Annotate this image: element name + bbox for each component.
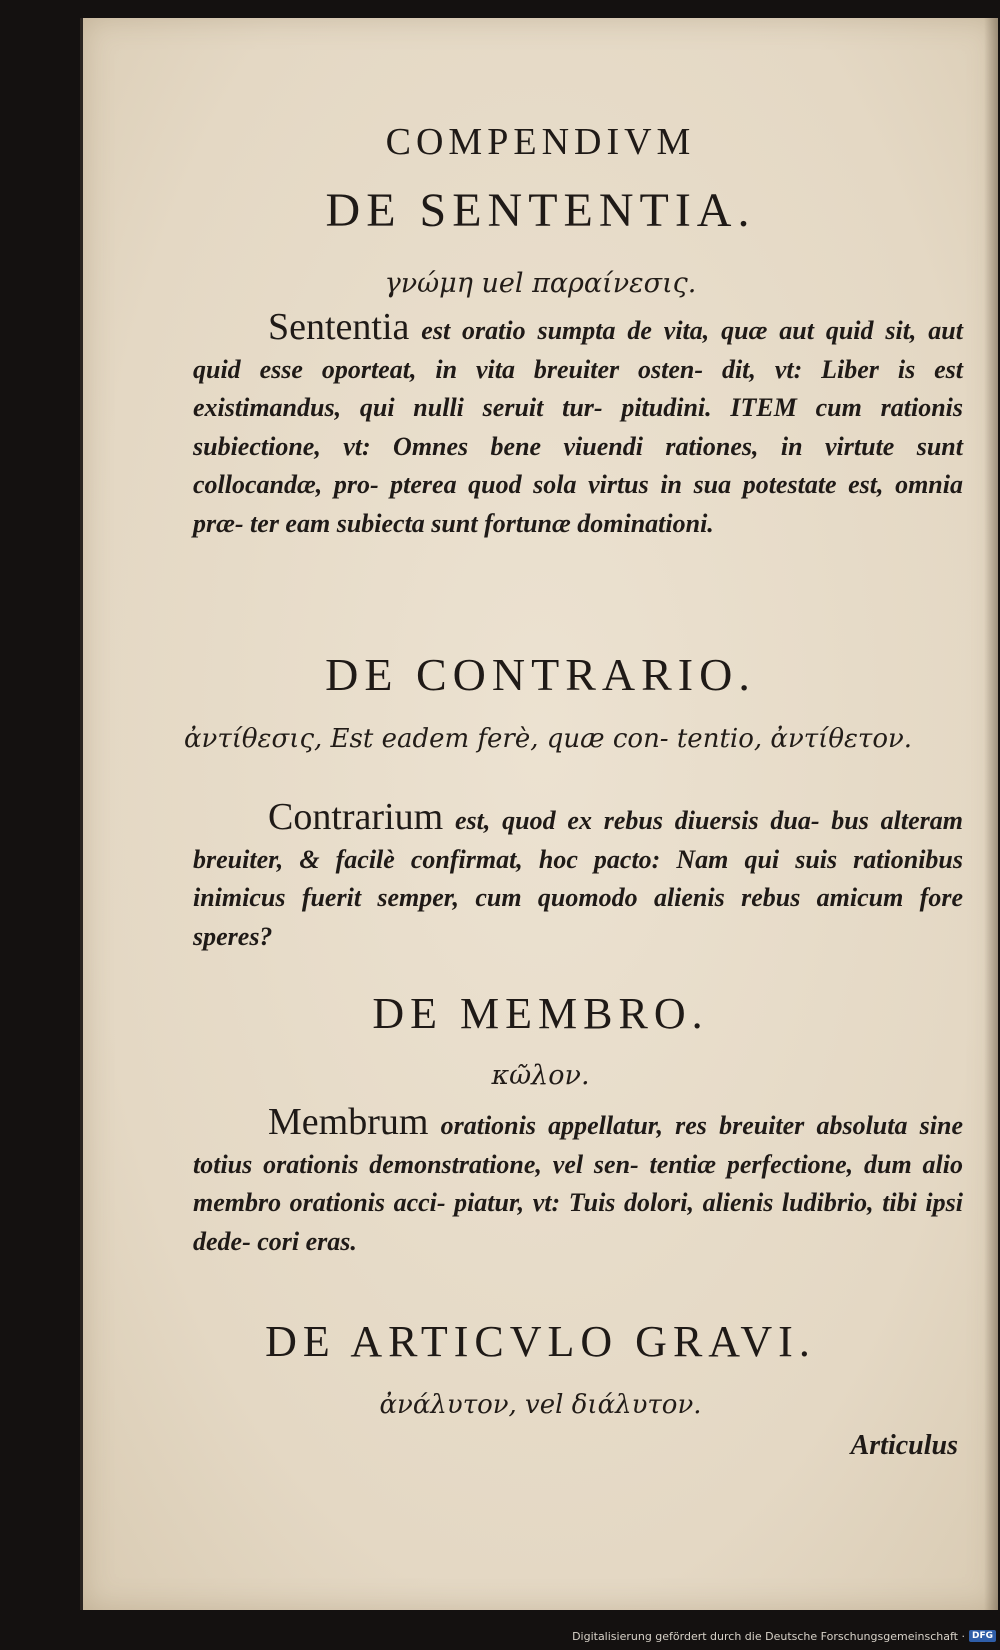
lead-word-membrum: Membrum <box>268 1101 429 1143</box>
book-page <box>80 18 998 1610</box>
greek-term-membro: κῶλον. <box>491 1060 590 1091</box>
text-sententia: est oratio sumpta de vita, quæ aut quid sit, aut quid esse oporteat, in vita breuiter osten- dit, vt: Liber is est existimandus, qui nulli seruit tur- pitudini. ITEM cum rationis subiectione, vt: Omnes bene viuendi rationes, in virtute sunt collocandæ, pro- pterea quod sola virtus in sua potestate est, omnia præ- ter eam subiecta sunt fortunæ dominationi. <box>193 316 963 538</box>
credit-text: Digitalisierung gefördert durch die Deutsche Forschungsgemeinschaft · <box>572 1629 965 1643</box>
greek-term-articulo: ἀνάλυτον, vel διάλυτον. <box>379 1390 702 1420</box>
text-contrarium: est, quod ex rebus diuersis dua- bus alteram breuiter, & facilè confirmat, hoc pacto: Nam qui suis rationibus inimicus fuerit semper, cum quomodo alienis rebus amicum fore speres? <box>193 806 963 951</box>
paragraph-sententia <box>193 308 963 543</box>
paragraph-contrarium <box>193 798 963 956</box>
heading-de-contrario: DE CONTRARIO. <box>325 649 756 700</box>
heading-compendium: COMPENDIVM <box>385 121 696 163</box>
catchword: Articulus <box>850 1430 958 1461</box>
greek-term-sententia: γνώμη uel παραίνεσις. <box>384 268 697 299</box>
heading-de-membro: DE MEMBRO. <box>372 989 709 1038</box>
greek-term-contrario: ἀντίθεσις, Est eadem ferè, quæ con- tentio, ἀντίθετον. <box>183 724 913 754</box>
paragraph-membrum <box>193 1103 963 1261</box>
heading-de-sententia: DE SENTENTIA. <box>325 184 756 237</box>
heading-de-articulo-gravi: DE ARTICVLO GRAVI. <box>265 1317 816 1366</box>
lead-word-sententia: Sententia <box>268 306 410 348</box>
lead-word-contrarium: Contrarium <box>268 796 444 838</box>
page-edge-shadow <box>984 18 998 1610</box>
dfg-logo: DFG <box>969 1630 996 1642</box>
digitization-credit <box>572 1626 996 1646</box>
text-membrum: orationis appellatur, res breuiter absoluta sine totius orationis demonstratione, vel sen- tentiæ perfectione, dum alio membro orationis acci- piatur, vt: Tuis dolori, alienis ludibrio, tibi ipsi dede- cori eras. <box>193 1111 963 1256</box>
